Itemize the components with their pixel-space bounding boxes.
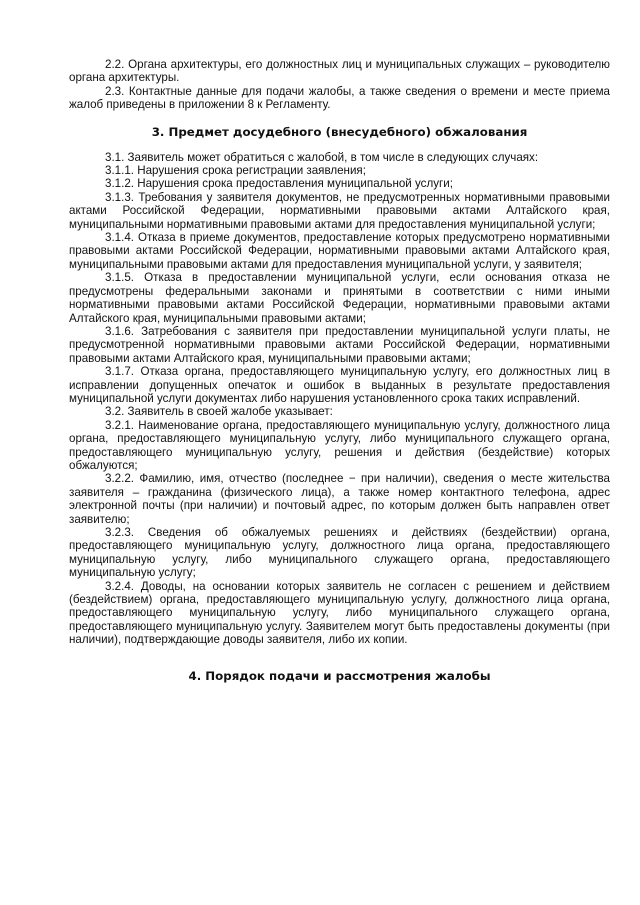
paragraph-3-2-2: 3.2.2. Фамилию, имя, отчество (последнее − при наличии), сведения о месте жительства заявителя – гражданина (физического лица), а также номер контактного телефона, адрес электронной почты (при наличии) и почтовый адрес, по которым должен быть направлен ответ заявителю; [69, 472, 610, 526]
paragraph-3-1-3: 3.1.3. Требования у заявителя документов, не предусмотренных нормативными правовыми актами Российской Федерации, нормативными правовыми актами Алтайского края, муниципальными нормативными правовыми актами для предоставления муниципальной услуги; [69, 190, 610, 231]
paragraph-3-2-1: 3.2.1. Наименование органа, предоставляющего муниципальную услугу, должностного лица органа, предоставляющего муниципальную услугу, либо муниципального служащего органа, предоставляющего муниципальную услугу, решения и действия (бездействие) которых обжалуются; [69, 418, 610, 472]
paragraph-3-1-6: 3.1.6. Затребования с заявителя при предоставлении муниципальной услуги платы, не предусмотренной нормативными правовыми актами Российской Федерации, нормативными правовыми актами Алтайского края, муниципальными правовыми актами; [69, 324, 610, 365]
paragraph-3-1-5: 3.1.5. Отказа в предоставлении муниципальной услуги, если основания отказа не предусмотрены федеральными законами и принятыми в соответствии с ними иными нормативными правовыми актами Российской Федерации, нормативными правовыми актами Алтайского края, муниципальными правовыми актами; [69, 271, 610, 325]
paragraph-2-3: 2.3. Контактные данные для подачи жалобы, а также сведения о времени и месте приема жалоб приведены в приложении 8 к Регламенту. [69, 84, 610, 112]
paragraph-3-1: 3.1. Заявитель может обратиться с жалобой, в том числе в следующих случаях: [105, 150, 539, 164]
paragraph-3-1-2: 3.1.2. Нарушения срока предоставления муниципальной услуги; [105, 177, 453, 191]
paragraph-3-2-4: 3.2.4. Доводы, на основании которых заявитель не согласен с решением и действием (бездействием) органа, предоставляющего муниципальную услугу, должностного лица органа, предоставляющего муниципальную услугу, либо муниципального служащего органа, предоставляющего муниципальную услугу. Заявителем могут быть предоставлены документы (при наличии), подтверждающие доводы заявителя, либо их копии. [69, 579, 610, 647]
paragraph-3-1-7: 3.1.7. Отказа органа, предоставляющего муниципальную услугу, его должностных лиц в исправлении допущенных опечаток и ошибок в выданных в результате предоставления муниципальной услуги документах либо нарушения установленного срока таких исправлений. [69, 365, 610, 405]
paragraph-3-2: 3.2. Заявитель в своей жалобе указывает: [105, 405, 333, 419]
paragraph-3-2-3: 3.2.3. Сведения об обжалуемых решениях и действиях (бездействии) органа, предоставляющего муниципальную услугу, должностного лица органа, предоставляющего муниципальную услугу, либо муниципального служащего органа, предоставляющего муниципальную услугу; [69, 526, 610, 580]
paragraph-3-1-4: 3.1.4. Отказа в приеме документов, предоставление которых предусмотрено нормативными правовыми актами Российской Федерации, нормативными правовыми актами Алтайского края, муниципальными правовыми актами для предоставления муниципальной услуги, у заявителя; [69, 231, 610, 271]
section-4-heading: 4. Порядок подачи и рассмотрения жалобы [188, 668, 491, 683]
paragraph-2-2: 2.2. Органа архитектуры, его должностных лиц и муниципальных служащих – руководителю органа архитектуры. [69, 58, 610, 85]
section-3-heading: 3. Предмет досудебного (внесудебного) обжалования [151, 124, 528, 139]
paragraph-3-1-1: 3.1.1. Нарушения срока регистрации заявления; [105, 164, 366, 178]
